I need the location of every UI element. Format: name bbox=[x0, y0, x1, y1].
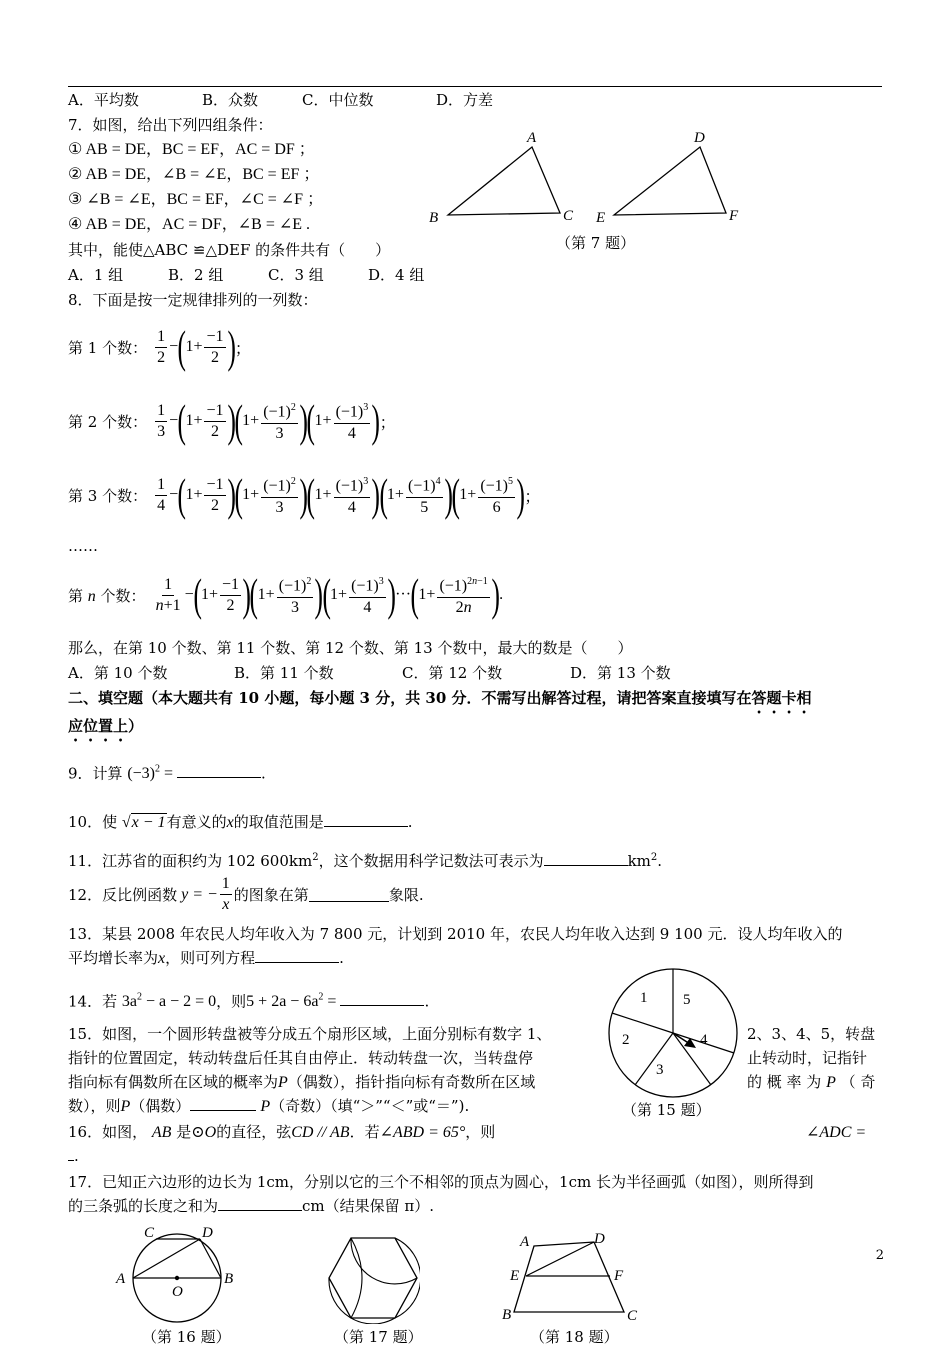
q12-text-a: 12．反比例函数 bbox=[68, 885, 178, 904]
q9-expr: (−3) bbox=[127, 765, 156, 783]
q8-label-1: 第 1 个数： bbox=[68, 338, 148, 357]
q14-expr1b: − a − 2 = 0 bbox=[141, 993, 217, 1011]
sector-3: 3 bbox=[656, 1062, 664, 1078]
header-rule bbox=[68, 86, 882, 87]
q14-text-b: ，则 bbox=[216, 992, 247, 1011]
q15-p1: P bbox=[278, 1074, 288, 1091]
q8-ellipsis: …… bbox=[68, 537, 98, 555]
q14-text-a: 14．若 bbox=[68, 992, 118, 1011]
q9-answer-blank[interactable] bbox=[177, 763, 261, 778]
section2-title bbox=[68, 688, 812, 717]
label-a: A bbox=[527, 130, 537, 146]
label-d18: D bbox=[594, 1231, 605, 1247]
q12-func: y = − bbox=[181, 885, 218, 903]
q9-text: 9．计算 bbox=[68, 764, 123, 783]
q8-option-a: A．第 10 个数 bbox=[68, 664, 168, 682]
q10-text-c: 的取值范围是 bbox=[233, 813, 324, 831]
section2-title-d: ） bbox=[128, 717, 144, 735]
q11-unit: km bbox=[627, 852, 651, 870]
q8-label-2: 第 2 个数： bbox=[68, 412, 148, 431]
fig16-circle bbox=[110, 1222, 244, 1326]
q12-answer-blank[interactable] bbox=[309, 887, 389, 902]
q7-condition-4: ④ AB = DE，AC = DF，∠B = ∠E . bbox=[68, 216, 311, 233]
sector-1: 1 bbox=[640, 990, 648, 1006]
label-c16: C bbox=[144, 1225, 155, 1241]
q16-text-d: ．若 bbox=[349, 1123, 380, 1141]
q9-exp: 2 bbox=[155, 764, 161, 775]
q10: 10．使 √x − 1有意义的x的取值范围是 . bbox=[68, 813, 413, 831]
q13-text-a: 平均增长率为 bbox=[68, 949, 159, 967]
q16-text-e: ，则 bbox=[465, 1123, 496, 1141]
label-o16: O bbox=[172, 1284, 183, 1300]
q15-p3: P bbox=[120, 1098, 131, 1115]
label-f18: F bbox=[614, 1268, 624, 1284]
label-b16: B bbox=[224, 1271, 234, 1287]
fig15-caption: （第 15 题） bbox=[622, 1101, 711, 1119]
q12-text-b: 的图象在第 bbox=[233, 885, 309, 904]
q13-end: . bbox=[339, 949, 344, 967]
q8-option-d: D．第 13 个数 bbox=[570, 664, 671, 682]
q8-item-1: 第 1 个数： $\frac{1}{2}$ − ( 1+ $\frac{-1}{2}$ ) ； bbox=[68, 321, 251, 372]
q11-text-b: ，这个数据用科学记数法可表示为 bbox=[318, 852, 544, 870]
q15-answer-blank[interactable] bbox=[190, 1096, 256, 1111]
fig17-hexagon bbox=[326, 1232, 420, 1324]
q16-ab: AB bbox=[151, 1124, 172, 1141]
q16-text-b: 是 bbox=[176, 1123, 192, 1141]
q15-text-3a: 指向标有偶数所在区域的概率为 bbox=[68, 1073, 279, 1091]
q6-option-a: A．平均数 bbox=[68, 91, 139, 109]
label-b: B bbox=[429, 210, 439, 226]
section2-title-b: 答题卡相 bbox=[751, 689, 812, 707]
fig16-caption: （第 16 题） bbox=[142, 1328, 231, 1346]
q10-radicand: x − 1 bbox=[131, 814, 166, 831]
q10-end: . bbox=[407, 813, 413, 831]
q17-text-a: 的三条弧的长度之和为 bbox=[68, 1197, 219, 1215]
q15-line4 bbox=[68, 1096, 469, 1117]
q11-answer-blank[interactable] bbox=[544, 851, 628, 866]
label-b18: B bbox=[502, 1307, 512, 1323]
q7-option-b: B．2 组 bbox=[168, 266, 224, 284]
q8-label-n-a: 第 bbox=[68, 586, 88, 605]
q14-expr1: 3a bbox=[121, 993, 137, 1011]
fig17-caption: （第 17 题） bbox=[334, 1328, 423, 1346]
q17-answer-blank[interactable] bbox=[218, 1196, 302, 1211]
q13-line2 bbox=[68, 948, 344, 969]
q13-text-b: ，则可列方程 bbox=[165, 949, 256, 967]
q15-text-4a: 数），则 bbox=[68, 1097, 121, 1115]
q16 bbox=[68, 1122, 495, 1143]
q7-option-c: C．3 组 bbox=[268, 266, 324, 284]
label-f: F bbox=[729, 208, 739, 224]
q13-answer-blank[interactable] bbox=[255, 948, 339, 963]
q16-end: . bbox=[74, 1147, 79, 1165]
q17-line1: 17．已知正六边形的边长为 1cm，分别以它的三个不相邻的顶点为圆心，1cm 长为半径画弧（如图），则所得到 bbox=[68, 1173, 814, 1191]
q15-p4: P bbox=[260, 1098, 271, 1115]
q17-line2 bbox=[68, 1196, 434, 1216]
q7-stem: 7．如图，给出下列四组条件： bbox=[68, 116, 273, 134]
q14-eq: = bbox=[323, 993, 341, 1011]
section2-title-a: 二、填空题（本大题共有 10 小题，每小题 3 分，共 30 分．不需写出解答过程，请把答案直接填写在 bbox=[68, 689, 752, 707]
q14-expr2: 5 + 2a − 6a bbox=[246, 993, 319, 1011]
q11-sup: 2 bbox=[312, 852, 319, 863]
q12 bbox=[68, 874, 424, 915]
label-a16: A bbox=[116, 1271, 126, 1287]
q15-text-4b: （偶数） bbox=[130, 1097, 191, 1115]
q9 bbox=[68, 760, 266, 784]
q10-answer-blank[interactable] bbox=[324, 812, 408, 827]
q13-line1: 13．某县 2008 年农民人均年收入为 7 800 元，计划到 2010 年，农民人均年收入达到 9 100 元．设人均年收入的 bbox=[68, 925, 843, 943]
q7-condition-2: ② AB = DE，∠B = ∠E，BC = EF ； bbox=[68, 166, 320, 183]
q7-options bbox=[68, 265, 424, 285]
q14-exp2: 2 bbox=[318, 992, 324, 1003]
q15-text-3d: （ 奇 bbox=[840, 1073, 876, 1091]
q7-option-d: D．4 组 bbox=[368, 266, 425, 284]
q15-text-3c: 的 概 率 为 bbox=[747, 1073, 822, 1091]
q6-option-d: D．方差 bbox=[436, 91, 494, 109]
section2-title-c: 应位置上 bbox=[68, 717, 129, 735]
q15-line2-right: 止转动时，记指针 bbox=[747, 1049, 868, 1067]
q17-text-b: cm（结果保留 π）. bbox=[302, 1197, 435, 1215]
label-d16: D bbox=[202, 1225, 213, 1241]
label-d: D bbox=[694, 130, 705, 146]
q8-option-b: B．第 11 个数 bbox=[234, 664, 334, 682]
q10-text-b: 有意义的 bbox=[166, 813, 227, 831]
frac: $\frac{1}{2}$ bbox=[157, 327, 166, 366]
q9-eq: = bbox=[160, 765, 178, 783]
q16-text-c: 的直径，弦 bbox=[216, 1123, 292, 1141]
q8-label-3: 第 3 个数： bbox=[68, 486, 148, 505]
q8-stem: 8．下面是按一定规律排列的一列数： bbox=[68, 291, 318, 309]
q7-condition-3: ③ ∠B = ∠E，BC = EF，∠C = ∠F ； bbox=[68, 191, 324, 208]
q10-text-a: 10．使 bbox=[68, 813, 118, 831]
q16-text-a: 16．如图， bbox=[68, 1123, 148, 1141]
q13-var: x bbox=[158, 950, 166, 967]
q9-end: . bbox=[261, 764, 266, 783]
q10-var: x bbox=[226, 814, 234, 831]
page-number: 2 bbox=[875, 1248, 884, 1263]
section2-title-line2 bbox=[68, 716, 143, 745]
q16-circle-o: ⊙O bbox=[191, 1124, 217, 1141]
q16-line2 bbox=[68, 1146, 79, 1166]
q15-text-4c: （奇数）（填“＞”“＜”或“＝”). bbox=[270, 1097, 470, 1115]
q15-line3-right bbox=[747, 1072, 875, 1093]
q6-option-b: B．众数 bbox=[202, 91, 259, 109]
triangle-abc bbox=[448, 147, 560, 215]
q11-end: . bbox=[657, 852, 663, 870]
q15-line2-left: 指针的位置固定，转动转盘后任其自由停止．转动转盘一次，当转盘停 bbox=[68, 1049, 534, 1067]
q11-unit-sup: 2 bbox=[650, 852, 658, 863]
q15-text-3b: （偶数），指针指向标有奇数所在区域 bbox=[287, 1073, 536, 1091]
label-e18: E bbox=[510, 1268, 520, 1284]
q6-option-c: C．中位数 bbox=[302, 91, 374, 109]
label-c18: C bbox=[627, 1308, 638, 1324]
q8-options bbox=[68, 663, 671, 683]
q15-line1-right: 2、3、4、5，转盘 bbox=[747, 1025, 876, 1043]
q11 bbox=[68, 848, 662, 871]
label-e: E bbox=[596, 210, 606, 226]
q8-label-n-var: n bbox=[87, 587, 96, 605]
label-a18: A bbox=[520, 1234, 530, 1250]
q8-option-c: C．第 12 个数 bbox=[402, 664, 503, 682]
label-c: C bbox=[563, 208, 574, 224]
q15-line3-left bbox=[68, 1072, 535, 1093]
q7-option-a: A．1 组 bbox=[68, 266, 124, 284]
q15-p2: P bbox=[826, 1074, 836, 1091]
q14-answer-blank[interactable] bbox=[340, 991, 424, 1006]
q16-cd-parallel: CD // AB bbox=[291, 1124, 350, 1141]
q11-text-a: 11．江苏省的面积约为 102 600km bbox=[68, 852, 313, 870]
trapezoid bbox=[514, 1242, 624, 1312]
fig15-spinner bbox=[604, 964, 744, 1104]
q16-angle-adc bbox=[806, 1122, 866, 1143]
q16-angle2: ∠ADC = bbox=[806, 1124, 867, 1141]
fig18-trapezoid bbox=[498, 1226, 648, 1326]
q8-item-n: 第 n 个数： $\frac{1}{n+1}$ − ( 1+ $\frac{-1}{2}$ ) ( 1+ $\frac{(-1)^2}{3}$ ) ( 1+ $\frac{(-1)^3}{4}$ ) ··· ( 1+ $\frac{(-1)^{2n-1}}{2n}$ ) . bbox=[68, 569, 504, 620]
q12-den: x bbox=[222, 896, 230, 913]
fig7-triangles bbox=[420, 125, 760, 235]
fig7-caption: （第 7 题） bbox=[556, 234, 636, 252]
q12-text-c: 象限. bbox=[388, 885, 424, 904]
q16-angle: ∠ABD = 65° bbox=[379, 1124, 466, 1141]
sector-5: 5 bbox=[683, 992, 691, 1008]
q8-question: 那么，在第 10 个数、第 11 个数、第 12 个数、第 13 个数中，最大的数是（ ） bbox=[68, 639, 633, 657]
q14-end: . bbox=[424, 992, 430, 1011]
q7-condition-1: ① AB = DE，BC = EF，AC = DF ； bbox=[68, 141, 315, 158]
q14-exp1: 2 bbox=[136, 992, 142, 1003]
sector-2: 2 bbox=[622, 1032, 630, 1048]
q7-question: 其中，能使△ABC ≌△DEF 的条件共有（ ） bbox=[68, 241, 391, 259]
q6-options bbox=[68, 90, 493, 110]
q8-label-n-b: 个数： bbox=[95, 586, 146, 605]
q12-num: 1 bbox=[220, 874, 232, 895]
q14 bbox=[68, 988, 429, 1012]
sector-4: 4 bbox=[700, 1032, 708, 1048]
q8-item-2: 第 2 个数： $\frac{1}{3}$ − ( 1+ $\frac{-1}{2}$ ) ( 1+ $\frac{(-1)^2}{3}$ ) ( 1+ $\frac{(-1)^3}{4}$ ) ； bbox=[68, 395, 396, 446]
q8-item-3: 第 3 个数： $\frac{1}{4}$ − ( 1+ $\frac{-1}{2}$ ) ( 1+ $\frac{(-1)^2}{3}$ ) ( 1+ $\frac{(-1)^3}{4}$ ) ( 1+ $\frac{(-1)^4}{5}$ ) ( 1+ $\frac{(-1)^5}{6}$ ) ； bbox=[68, 469, 541, 520]
fig18-caption: （第 18 题） bbox=[530, 1328, 619, 1346]
q15-line1-left: 15．如图，一个圆形转盘被等分成五个扇形区域，上面分别标有数字 1、 bbox=[68, 1025, 552, 1043]
triangle-def bbox=[614, 147, 726, 215]
